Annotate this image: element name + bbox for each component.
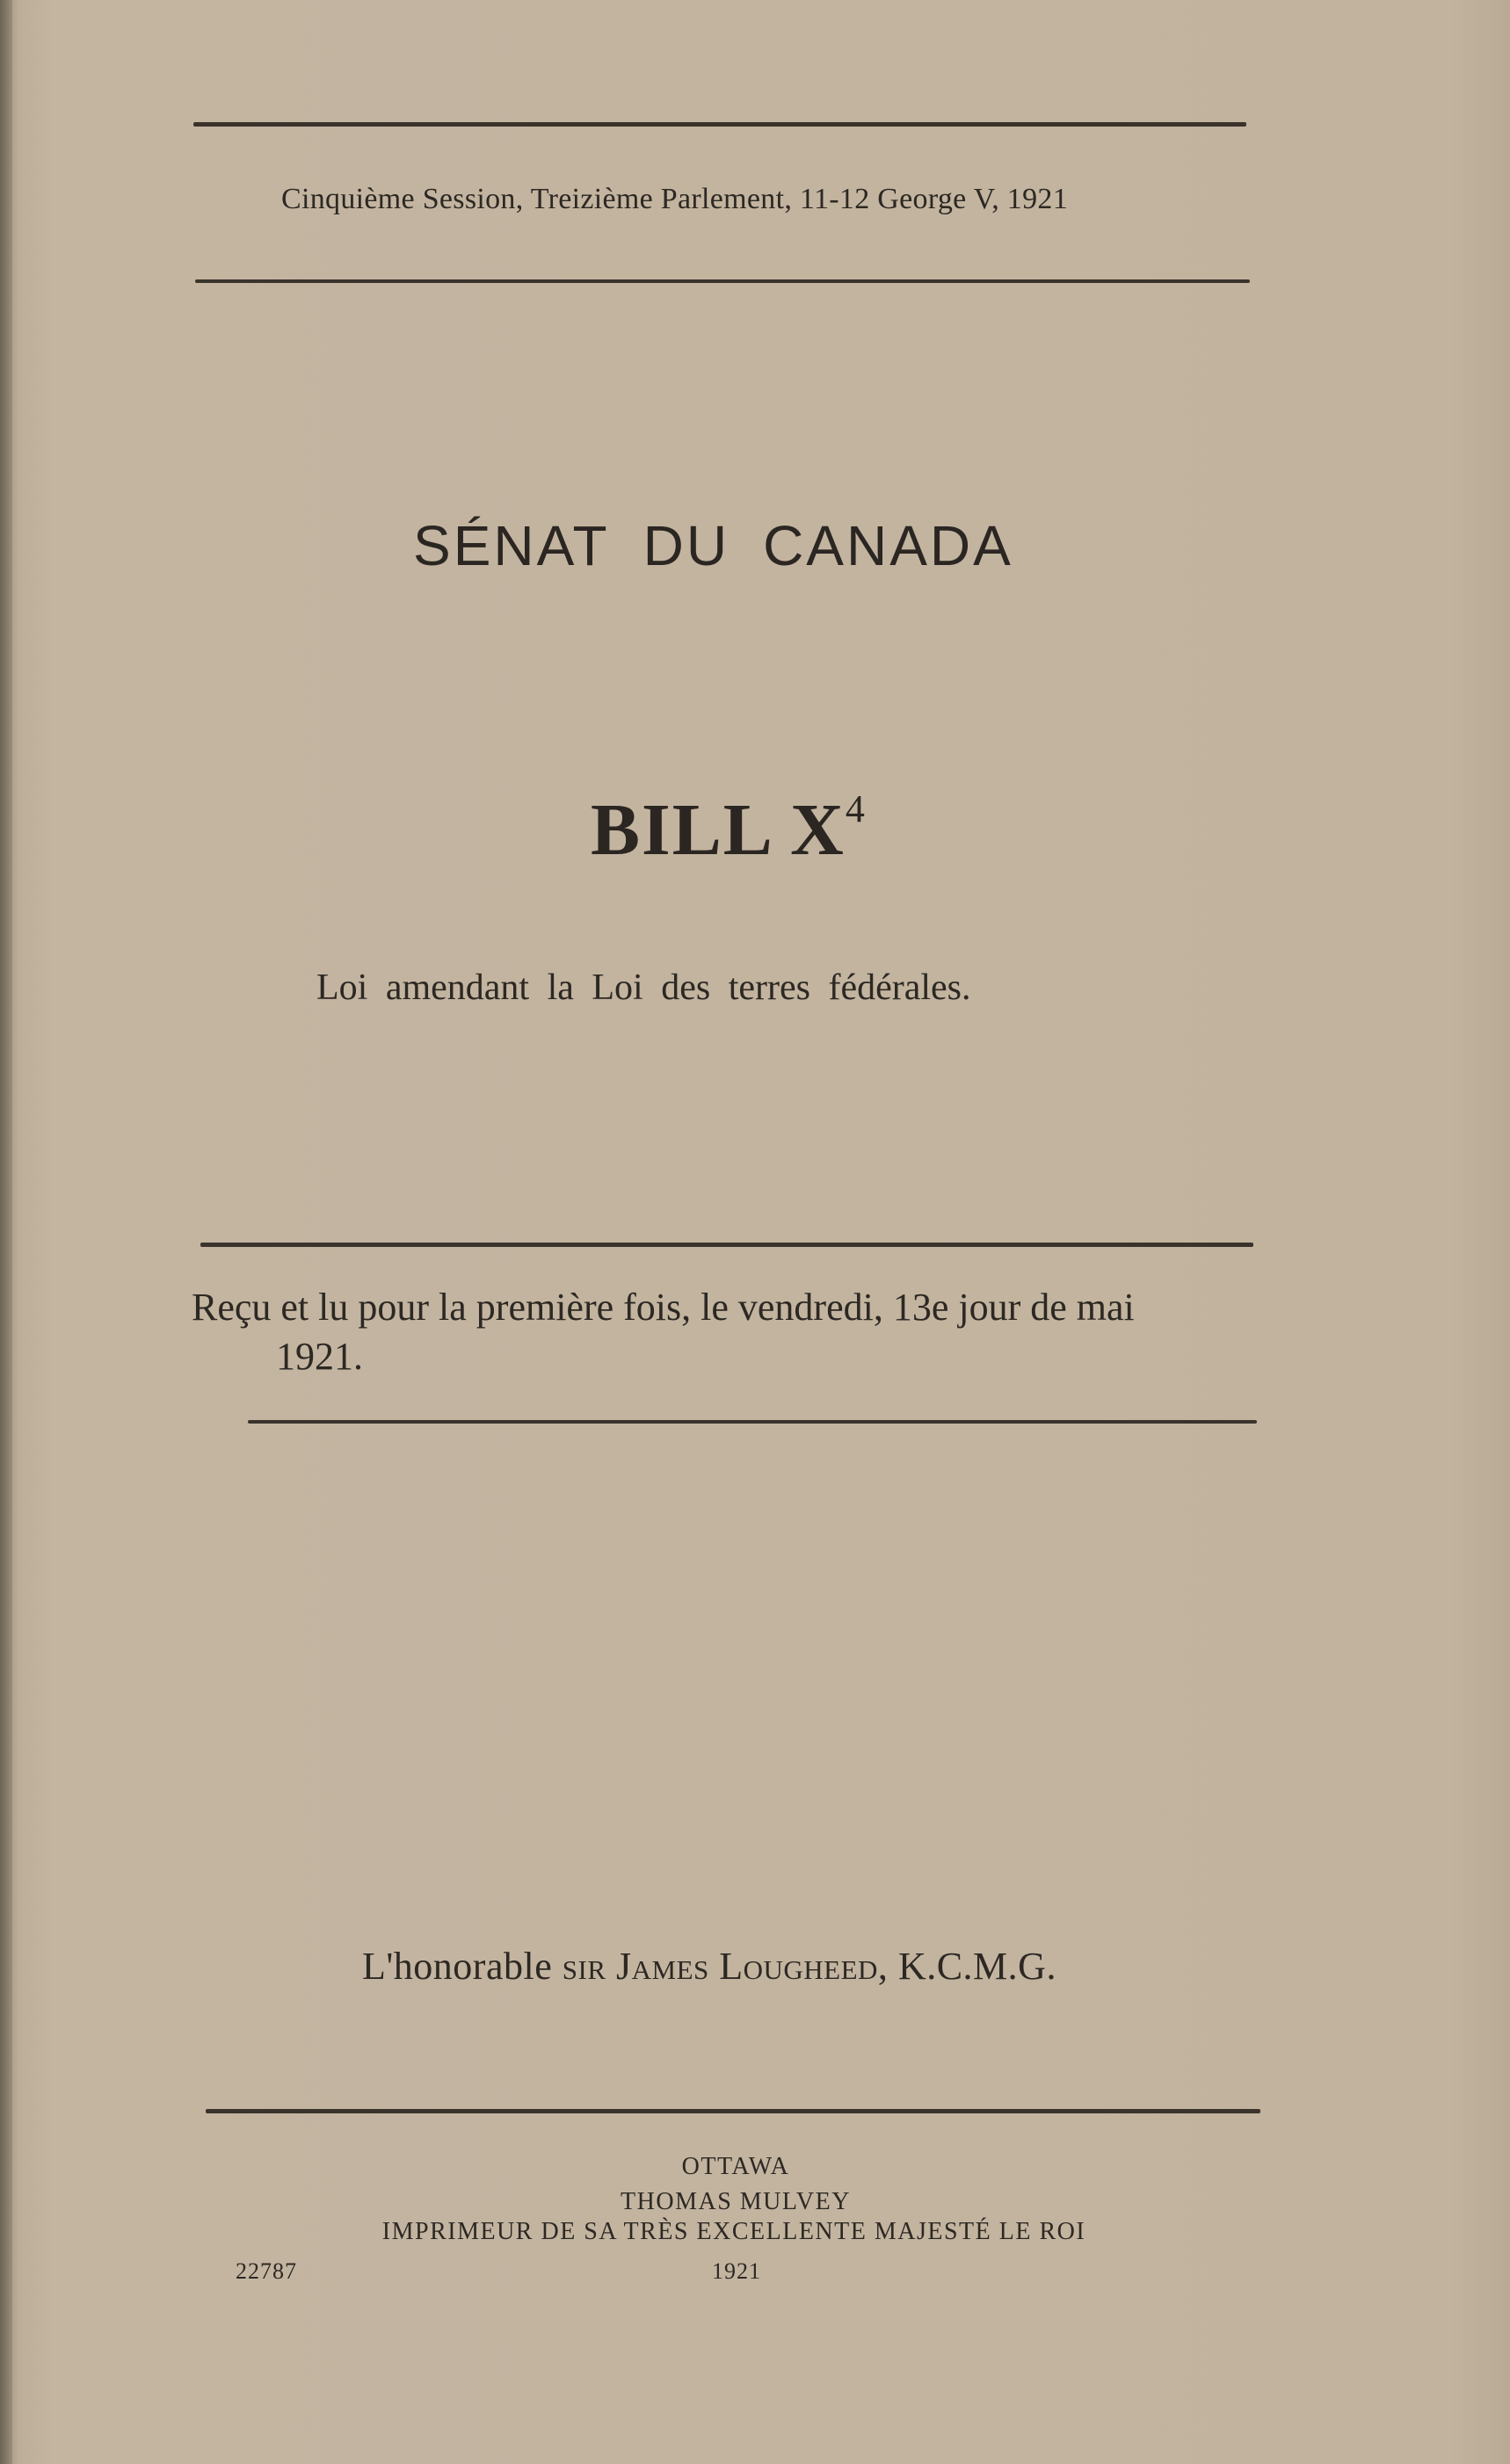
first-reading-line1: Reçu et lu pour la première fois, le vendredi, 13e jour de mai — [192, 1286, 1135, 1329]
imprint-printer: THOMAS MULVEY — [621, 2188, 851, 2215]
imprint-role: IMPRIMEUR DE SA TRÈS EXCELLENTE MAJESTÉ LE ROI — [381, 2218, 1086, 2245]
sponsor-line — [362, 1944, 1056, 1989]
imprint-city: OTTAWA — [681, 2153, 790, 2180]
senate-word: CANADA — [763, 514, 1013, 577]
first-reading-line2: 1921. — [276, 1335, 363, 1378]
sponsor-title: sir — [562, 1945, 606, 1988]
top-rule — [193, 122, 1246, 127]
senate-word: DU — [642, 514, 730, 577]
reading-top-rule — [200, 1243, 1253, 1247]
bill-title — [591, 787, 867, 873]
bill-label: BILL X — [591, 789, 846, 871]
imprint-year: 1921 — [712, 2258, 761, 2284]
senate-word: SÉNAT — [413, 514, 610, 577]
first-reading-note — [192, 1283, 1264, 1381]
session-line: Cinquième Session, Treizième Parlement, 11-12 George V, 1921 — [281, 183, 1068, 215]
imprint-rule — [206, 2109, 1260, 2113]
reading-bottom-rule — [248, 1420, 1257, 1424]
catalogue-number: 22787 — [236, 2258, 297, 2284]
sponsor-name: James Lougheed, — [616, 1945, 889, 1988]
senate-heading — [413, 513, 1047, 578]
bill-subtitle: Loi amendant la Loi des terres fédérales. — [316, 967, 971, 1008]
binding-edge — [0, 0, 12, 2464]
session-rule — [195, 279, 1250, 283]
sponsor-honours: K.C.M.G. — [897, 1945, 1056, 1988]
bill-superscript: 4 — [845, 787, 867, 830]
sponsor-prefix: L'honorable — [362, 1945, 553, 1988]
